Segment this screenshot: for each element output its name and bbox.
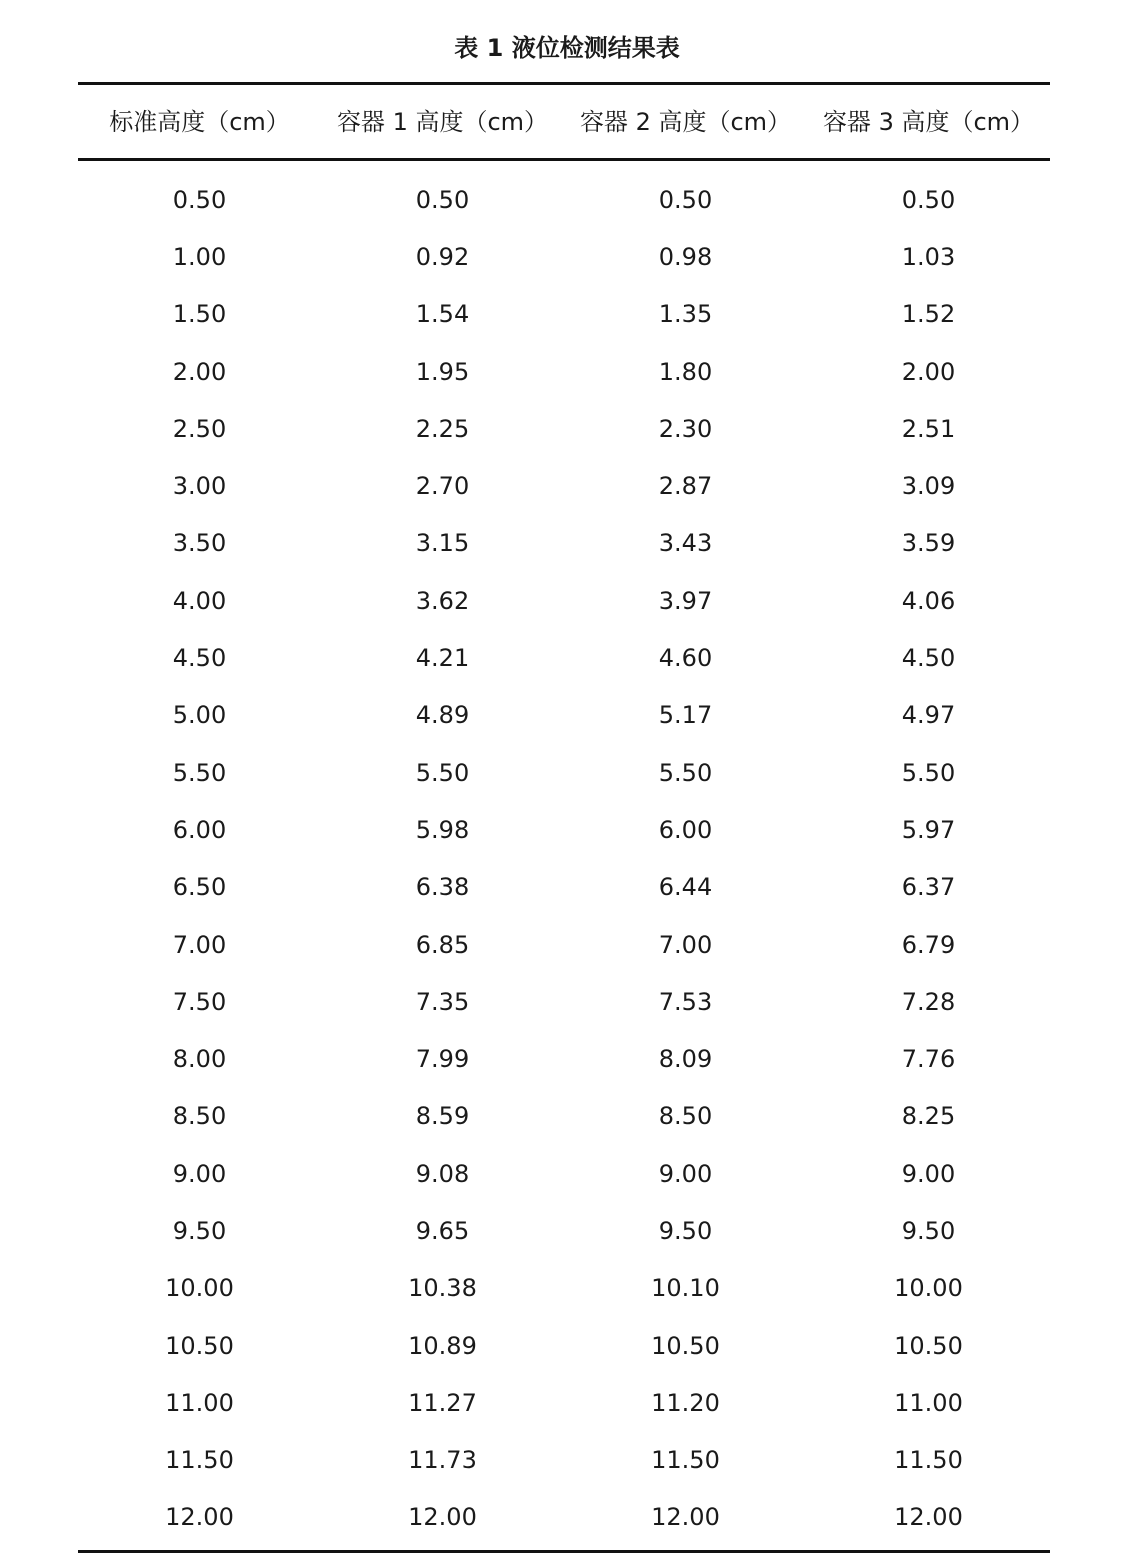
header-container-1-height: 容器 1 高度（cm）	[336, 107, 549, 136]
cell-container-3-height: 11.00	[894, 1388, 963, 1417]
cell-standard-height: 9.50	[172, 1216, 227, 1245]
table-row	[78, 1145, 1050, 1202]
table-row	[78, 1432, 1050, 1489]
cell-standard-height: 10.00	[165, 1274, 234, 1303]
cell-container-3-height: 4.06	[901, 586, 956, 615]
cell-container-1-height: 11.27	[408, 1388, 477, 1417]
cell-container-2-height: 1.35	[658, 300, 713, 329]
cell-container-2-height: 9.50	[658, 1216, 713, 1245]
cell-container-3-height: 9.00	[901, 1159, 956, 1188]
cell-standard-height: 2.00	[172, 357, 227, 386]
cell-container-3-height: 7.76	[901, 1045, 956, 1074]
results-table	[78, 82, 1050, 1553]
cell-container-2-height: 3.97	[658, 586, 713, 615]
cell-standard-height: 9.00	[172, 1159, 227, 1188]
table-caption: 表 1 液位检测结果表	[454, 34, 680, 62]
cell-standard-height: 3.50	[172, 529, 227, 558]
cell-standard-height: 11.50	[165, 1446, 234, 1475]
cell-container-1-height: 11.73	[408, 1446, 477, 1475]
cell-container-1-height: 8.59	[415, 1102, 470, 1131]
table-row	[78, 457, 1050, 514]
cell-container-3-height: 9.50	[901, 1216, 956, 1245]
cell-container-3-height: 0.50	[901, 185, 956, 214]
table-row	[78, 916, 1050, 973]
cell-container-1-height: 10.89	[408, 1331, 477, 1360]
cell-container-2-height: 10.10	[651, 1274, 720, 1303]
cell-standard-height: 8.50	[172, 1102, 227, 1131]
table-row	[78, 343, 1050, 400]
cell-container-1-height: 9.08	[415, 1159, 470, 1188]
table-row	[78, 859, 1050, 916]
cell-container-3-height: 5.50	[901, 758, 956, 787]
cell-standard-height: 4.50	[172, 644, 227, 673]
cell-standard-height: 4.00	[172, 586, 227, 615]
cell-container-3-height: 6.37	[901, 873, 956, 902]
table-row	[78, 1202, 1050, 1259]
cell-standard-height: 12.00	[165, 1503, 234, 1532]
table-row	[78, 1489, 1050, 1546]
cell-standard-height: 2.50	[172, 414, 227, 443]
cell-container-1-height: 3.15	[415, 529, 470, 558]
cell-container-2-height: 8.09	[658, 1045, 713, 1074]
cell-container-3-height: 1.03	[901, 242, 956, 271]
cell-container-3-height: 12.00	[894, 1503, 963, 1532]
cell-container-2-height: 7.00	[658, 930, 713, 959]
table-row	[78, 515, 1050, 572]
table-row	[78, 228, 1050, 285]
table-row	[78, 1030, 1050, 1087]
cell-container-3-height: 10.00	[894, 1274, 963, 1303]
cell-container-3-height: 3.59	[901, 529, 956, 558]
cell-standard-height: 8.00	[172, 1045, 227, 1074]
cell-container-3-height: 3.09	[901, 472, 956, 501]
cell-standard-height: 7.50	[172, 987, 227, 1016]
cell-container-2-height: 1.80	[658, 357, 713, 386]
cell-standard-height: 6.00	[172, 815, 227, 844]
cell-container-1-height: 7.99	[415, 1045, 470, 1074]
cell-container-1-height: 1.95	[415, 357, 470, 386]
table-row	[78, 801, 1050, 858]
cell-container-3-height: 5.97	[901, 815, 956, 844]
cell-container-1-height: 3.62	[415, 586, 470, 615]
cell-container-2-height: 2.30	[658, 414, 713, 443]
table-row	[78, 1088, 1050, 1145]
cell-container-1-height: 4.89	[415, 701, 470, 730]
table-header-row	[78, 85, 1050, 161]
cell-container-3-height: 8.25	[901, 1102, 956, 1131]
cell-container-2-height: 0.98	[658, 242, 713, 271]
cell-container-1-height: 9.65	[415, 1216, 470, 1245]
cell-container-3-height: 2.00	[901, 357, 956, 386]
cell-container-1-height: 5.50	[415, 758, 470, 787]
table-row	[78, 1260, 1050, 1317]
cell-container-2-height: 9.00	[658, 1159, 713, 1188]
cell-container-1-height: 0.50	[415, 185, 470, 214]
cell-container-3-height: 4.50	[901, 644, 956, 673]
cell-container-2-height: 8.50	[658, 1102, 713, 1131]
table-row	[78, 629, 1050, 686]
cell-container-2-height: 4.60	[658, 644, 713, 673]
cell-container-2-height: 12.00	[651, 1503, 720, 1532]
cell-container-3-height: 6.79	[901, 930, 956, 959]
header-container-2-height: 容器 2 高度（cm）	[579, 107, 792, 136]
table-row	[78, 973, 1050, 1030]
cell-container-1-height: 10.38	[408, 1274, 477, 1303]
cell-container-2-height: 5.17	[658, 701, 713, 730]
cell-standard-height: 6.50	[172, 873, 227, 902]
cell-container-3-height: 7.28	[901, 987, 956, 1016]
cell-standard-height: 10.50	[165, 1331, 234, 1360]
table-row	[78, 400, 1050, 457]
cell-container-2-height: 7.53	[658, 987, 713, 1016]
cell-container-2-height: 11.50	[651, 1446, 720, 1475]
cell-container-2-height: 2.87	[658, 472, 713, 501]
cell-container-1-height: 6.38	[415, 873, 470, 902]
cell-container-2-height: 0.50	[658, 185, 713, 214]
cell-container-2-height: 10.50	[651, 1331, 720, 1360]
table-row	[78, 744, 1050, 801]
cell-container-1-height: 5.98	[415, 815, 470, 844]
cell-standard-height: 5.50	[172, 758, 227, 787]
cell-container-2-height: 3.43	[658, 529, 713, 558]
table-body	[78, 161, 1050, 1550]
cell-container-3-height: 11.50	[894, 1446, 963, 1475]
table-row	[78, 572, 1050, 629]
cell-standard-height: 0.50	[172, 185, 227, 214]
cell-container-3-height: 10.50	[894, 1331, 963, 1360]
cell-container-1-height: 6.85	[415, 930, 470, 959]
header-standard-height: 标准高度（cm）	[109, 107, 290, 136]
table-row	[78, 286, 1050, 343]
cell-container-3-height: 2.51	[901, 414, 956, 443]
header-container-3-height: 容器 3 高度（cm）	[822, 107, 1035, 136]
table-row	[78, 1317, 1050, 1374]
table-row	[78, 1374, 1050, 1431]
cell-standard-height: 5.00	[172, 701, 227, 730]
cell-standard-height: 11.00	[165, 1388, 234, 1417]
cell-standard-height: 7.00	[172, 930, 227, 959]
cell-container-1-height: 0.92	[415, 242, 470, 271]
cell-container-2-height: 5.50	[658, 758, 713, 787]
cell-standard-height: 3.00	[172, 472, 227, 501]
table-row	[78, 171, 1050, 228]
cell-container-1-height: 1.54	[415, 300, 470, 329]
cell-container-1-height: 2.70	[415, 472, 470, 501]
cell-container-1-height: 4.21	[415, 644, 470, 673]
cell-standard-height: 1.00	[172, 242, 227, 271]
cell-container-2-height: 11.20	[651, 1388, 720, 1417]
table-row	[78, 687, 1050, 744]
cell-container-1-height: 2.25	[415, 414, 470, 443]
cell-container-1-height: 12.00	[408, 1503, 477, 1532]
cell-container-2-height: 6.00	[658, 815, 713, 844]
cell-container-2-height: 6.44	[658, 873, 713, 902]
cell-container-3-height: 1.52	[901, 300, 956, 329]
cell-standard-height: 1.50	[172, 300, 227, 329]
cell-container-1-height: 7.35	[415, 987, 470, 1016]
cell-container-3-height: 4.97	[901, 701, 956, 730]
